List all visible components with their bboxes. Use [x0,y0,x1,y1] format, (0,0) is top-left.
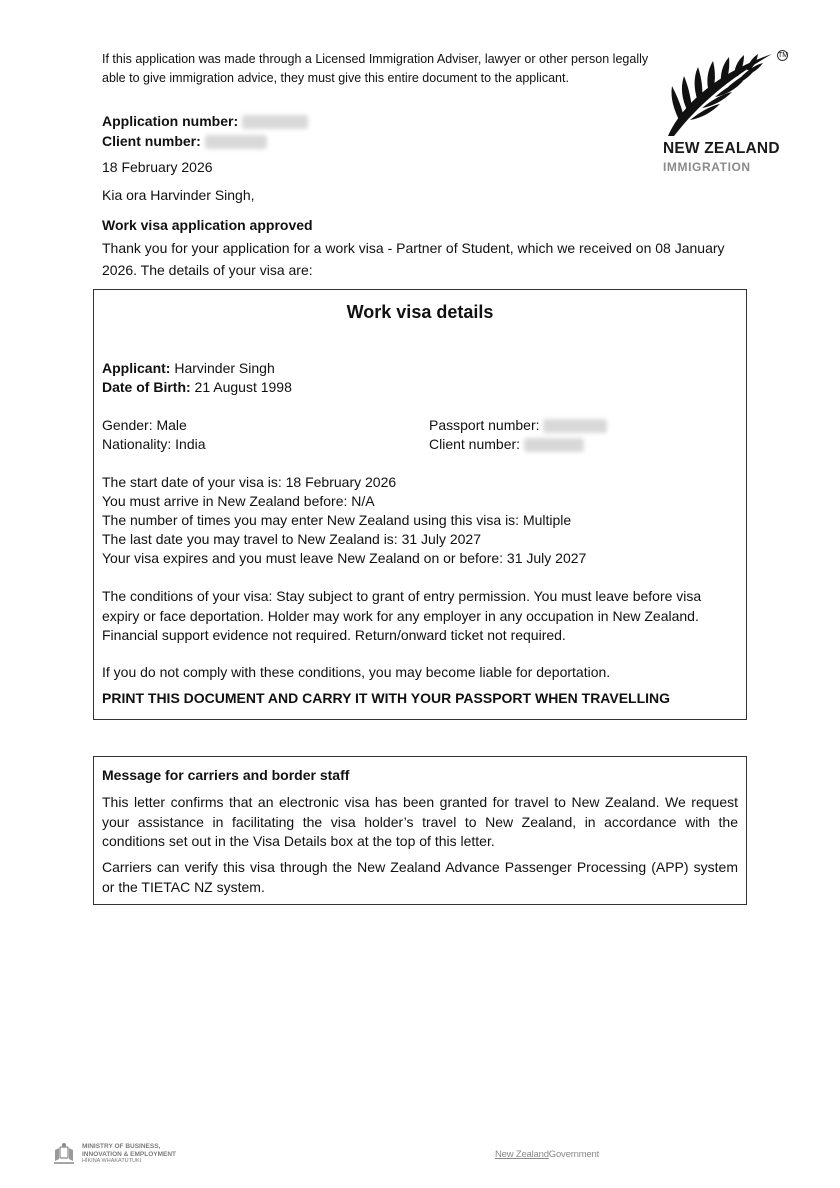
mbie-line-2: INNOVATION & EMPLOYMENT [82,1150,177,1158]
carriers-paragraph-1: This letter confirms that an electronic visa has been granted for travel to New Zealand. We request your assistance in facilitating the visa holder’s travel to New Zealand, in accordance with the conditions set out in the Visa Details box at the top of this letter. [102,794,738,849]
visa-conditions: The conditions of your visa: Stay subject to grant of entry permission. You must leave before visa expiry or face deportation. Holder may work for any employer in any occupation in New Zealand. Financial support evidence not required. Return/onward ticket not required. [102,588,702,643]
redacted-client-number [205,135,267,149]
client-number-label: Client number: [102,133,201,149]
visa-details-box [93,289,747,720]
applicant-row [102,359,275,379]
logo-subtitle: IMMIGRATION [663,160,751,174]
redacted-visa-client-number [524,438,584,452]
visa-client-number-label: Client number: [429,436,521,452]
application-number-label: Application number: [102,113,239,129]
decision-heading: Work visa application approved [102,217,313,233]
redacted-application-number [242,115,308,129]
arrive-before: You must arrive in New Zealand before: N/A [102,493,375,509]
carriers-heading: Message for carriers and border staff [102,767,350,783]
visa-details-title: Work visa details [346,302,494,322]
nz-coat-of-arms-icon [52,1142,76,1166]
nationality: Nationality: India [102,436,206,452]
applicant-value: Harvinder Singh [170,360,275,376]
greeting: Kia ora Harvinder Singh, [102,187,255,203]
last-travel-date: The last date you may travel to New Zealand is: 31 July 2027 [102,531,481,547]
mbie-line-1: MINISTRY OF BUSINESS, [82,1143,161,1150]
nzgov-part-b: Government [548,1149,600,1160]
client-number-row [102,132,267,151]
visa-start-date: The start date of your visa is: 18 February 2026 [102,474,397,490]
dob-row [102,378,292,398]
trademark-mark: TM [778,52,789,59]
nz-government-wordmark [495,1149,599,1160]
nzgov-part-a: New Zealand [495,1149,549,1160]
mbie-line-3: HĪKINA WHAKATUTUKI [82,1158,142,1164]
application-number-row [102,112,308,131]
letter-date: 18 February 2026 [102,159,213,175]
dob-value: 21 August 1998 [190,379,292,395]
nz-immigration-logo [660,48,790,178]
comply-warning: If you do not comply with these conditions, you may become liable for deportation. [102,664,611,680]
visa-expiry: Your visa expires and you must leave New Zealand on or before: 31 July 2027 [102,550,587,566]
carriers-message-box [93,756,747,905]
visa-client-number-row [429,435,584,455]
redacted-passport-number [543,419,607,433]
silver-fern-icon [660,48,778,138]
entry-count: The number of times you may enter New Zealand using this visa is: Multiple [102,512,572,528]
passport-number-row [429,416,607,436]
logo-title: NEW ZEALAND [663,140,780,157]
dob-label: Date of Birth: [102,379,191,395]
passport-number-label: Passport number: [429,417,540,433]
decision-intro: Thank you for your application for a work visa - Partner of Student, which we received on 08 January 2026. The details of your visa are: [102,240,725,278]
print-notice: PRINT THIS DOCUMENT AND CARRY IT WITH YOUR PASSPORT WHEN TRAVELLING [102,690,671,706]
applicant-label: Applicant: [102,360,171,376]
mbie-wordmark [82,1143,176,1166]
carriers-paragraph-2: Carriers can verify this visa through the New Zealand Advance Passenger Processing (APP) system or the TIETAC NZ system. [102,859,738,895]
gender: Gender: Male [102,417,187,433]
adviser-notice: If this application was made through a Licensed Immigration Adviser, lawyer or other person legally able to give immigration advice, they must give this entire document to the applicant. [102,52,649,85]
